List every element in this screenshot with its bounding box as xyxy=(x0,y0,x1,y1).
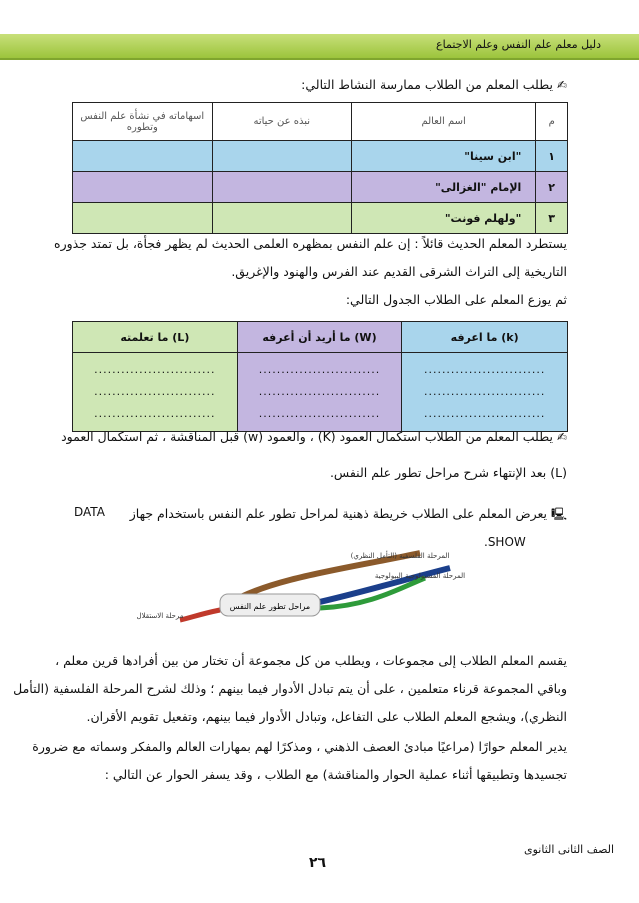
cell-name: "ابن سينا" xyxy=(351,141,535,172)
pencil-icon: ✍ xyxy=(556,78,567,92)
cell-name: "ولهلم فونت" xyxy=(351,203,535,234)
activity-line xyxy=(301,77,567,92)
paragraph-line xyxy=(61,429,567,444)
cell-know[interactable]: ........................... ........................... ........................... xyxy=(402,353,568,432)
branch-independence xyxy=(180,610,220,620)
table-row xyxy=(73,172,568,203)
paragraph-text: يعرض المعلم على الطلاب خريطة ذهنية لمراحل تطور علم النفس باستخدام جهاز xyxy=(129,506,547,521)
cell-contributions[interactable] xyxy=(73,172,213,203)
scientists-table xyxy=(72,102,568,234)
paragraph-line xyxy=(130,505,567,526)
paragraph-line: يستطرد المعلم الحديث قائلاً : إن علم النفس بمظهره العلمى الحديث لم يظهر فجأة، بل تمتد جذوره xyxy=(54,236,567,251)
cell-biography[interactable] xyxy=(212,172,351,203)
footer-grade: الصف الثانى الثانوى xyxy=(524,843,615,856)
page-number: ٢٦ xyxy=(309,855,327,871)
header-biography: نبذه عن حياته xyxy=(212,103,351,141)
cell-biography[interactable] xyxy=(212,141,351,172)
header-want: ما أريد أن أعرفه (W) xyxy=(237,322,402,353)
paragraph-line: وباقي المجموعة قرناء متعلمين ، على أن يتم تبادل الأدوار فيما بينهم ؛ وذلك لشرح المرحلة الفلسفية (التأمل xyxy=(13,681,567,696)
activity-text: يطلب المعلم من الطلاب ممارسة النشاط التالي: xyxy=(301,77,553,92)
data-word: DATA xyxy=(74,505,105,519)
paragraph-line: يدير المعلم حوارًا (مراعيًا مبادئ العصف الذهني ، ومذكرًا لهم بمهارات العالم والمفكر وسماته مع ضرورة xyxy=(32,739,567,754)
cell-learned[interactable]: ........................... ........................... ........................... xyxy=(73,353,238,432)
branch1-label: المرحلة الفلسفية (التأمل النظري) xyxy=(350,552,450,560)
show-word: .SHOW xyxy=(484,535,526,549)
mind-map xyxy=(120,548,528,628)
paragraph-line: التاريخية إلى التراث الشرقى القديم عند الفرس والهنود والإغريق. xyxy=(231,264,567,279)
table-row xyxy=(73,141,568,172)
cell-name: الإمام "الغزالى" xyxy=(351,172,535,203)
cell-number: ٣ xyxy=(536,203,568,234)
paragraph-text: يطلب المعلم من الطلاب استكمال العمود (K) ، والعمود (w) قبل المناقشة ، ثم استكمال العمود xyxy=(61,429,553,444)
kwl-table xyxy=(72,321,568,432)
branch2-label: المرحلة الفسيولوجية البيولوجية xyxy=(374,572,466,580)
header-learned: ما تعلمته (L) xyxy=(73,322,238,353)
cell-biography[interactable] xyxy=(212,203,351,234)
pencil-icon: ✍ xyxy=(556,430,567,444)
paragraph-line: ثم يوزع المعلم على الطلاب الجدول التالي: xyxy=(345,292,567,307)
header-contributions: اسهاماته في نشأة علم النفس وتطوره xyxy=(73,103,213,141)
cell-contributions[interactable] xyxy=(73,203,213,234)
paragraph-line: النظري)، ويشجع المعلم الطلاب على التفاعل، وتبادل الأدوار فيما بينهم، وتفعيل تقويم الأقران. xyxy=(86,709,567,724)
center-label: مراحل تطور علم النفس xyxy=(229,602,311,611)
header-band xyxy=(0,34,639,60)
table-row xyxy=(73,203,568,234)
header-number: م xyxy=(536,103,568,141)
paragraph-line: يقسم المعلم الطلاب إلى مجموعات ، ويطلب من كل مجموعة أن تختار من بين أفرادها قرين معلم ، xyxy=(55,653,567,668)
paragraph-line: (L) بعد الإنتهاء شرح مراحل تطور علم النفس. xyxy=(329,465,567,480)
branch-green xyxy=(320,578,425,608)
header-know: ما اعرفه (k) xyxy=(402,322,568,353)
cell-number: ٢ xyxy=(536,172,568,203)
paragraph-line: تجسيدها وتطبيقها أثناء عملية الحوار والمناقشة) مع الطلاب ، وقد يسفر الحوار عن التالي : xyxy=(104,767,567,782)
cell-number: ١ xyxy=(536,141,568,172)
branch3-label: مرحلة الاستقلال xyxy=(136,612,184,620)
cell-contributions[interactable] xyxy=(73,141,213,172)
cell-want[interactable]: ........................... ........................... ........................... xyxy=(237,353,402,432)
computer-icon: 🖳 xyxy=(550,507,567,521)
header-scientist-name: اسم العالم xyxy=(351,103,535,141)
header-title: دليل معلم علم النفس وعلم الاجتماع xyxy=(436,38,601,51)
